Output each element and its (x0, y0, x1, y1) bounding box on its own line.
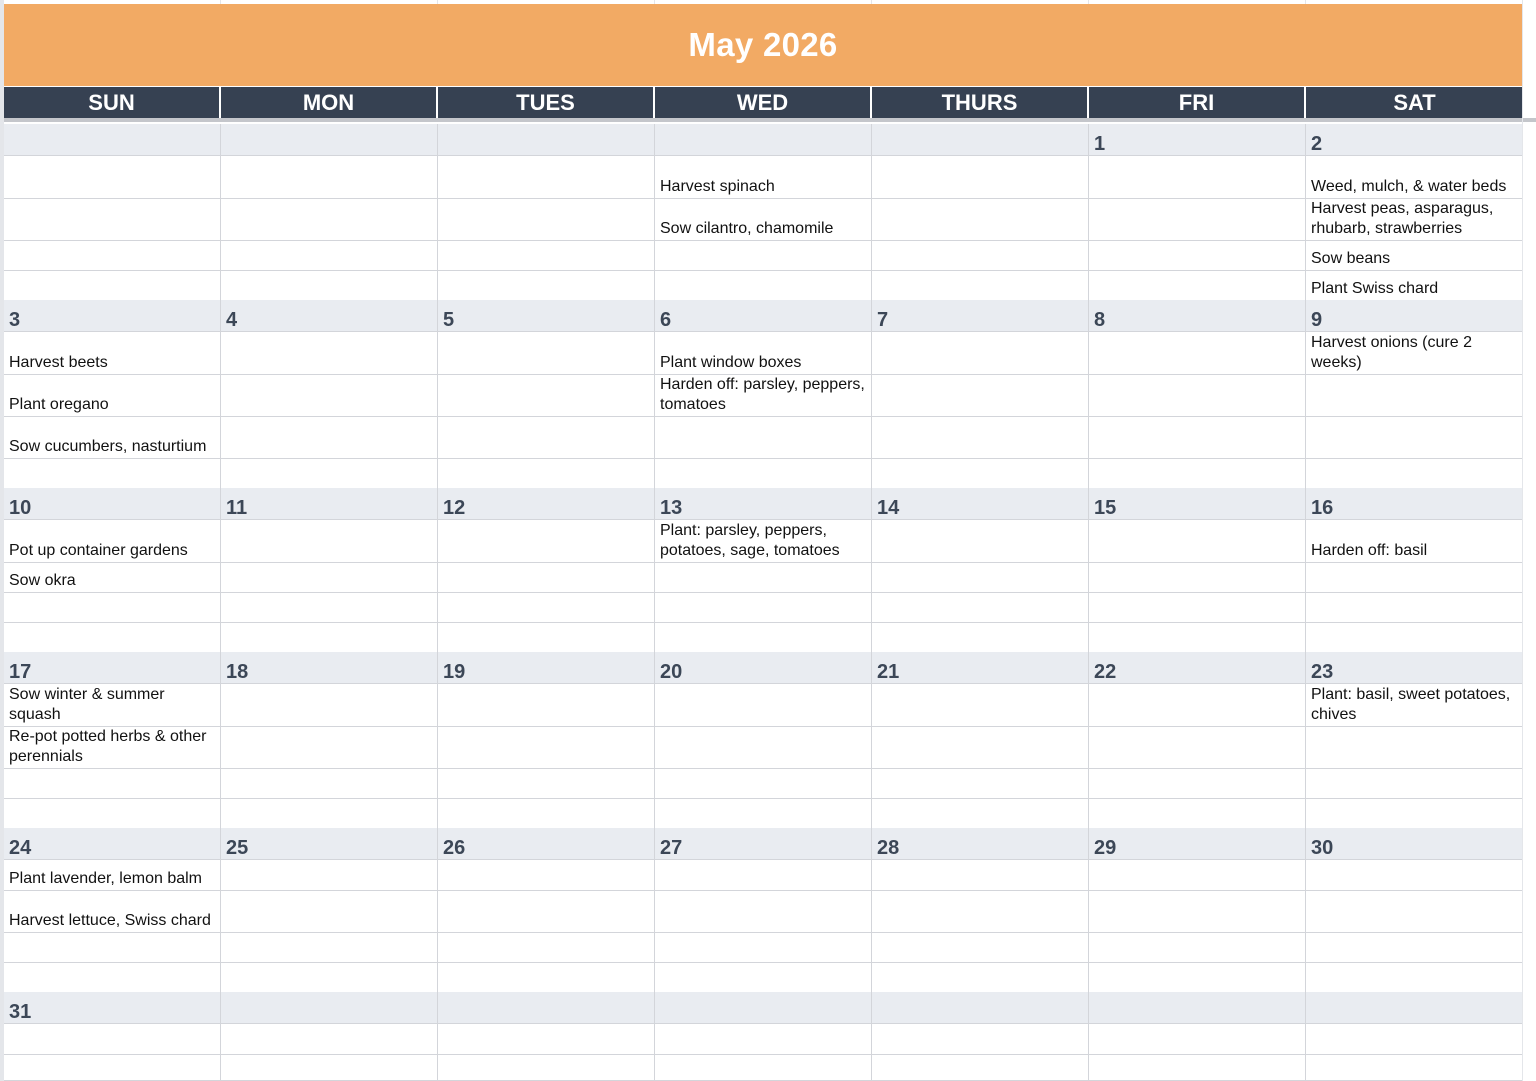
task-text: Plant window boxes (660, 354, 802, 371)
task-cell[interactable] (655, 962, 872, 993)
date-cell[interactable] (1306, 124, 1523, 156)
task-cell[interactable] (4, 890, 221, 933)
date-number: 21 (877, 661, 900, 683)
task-cell[interactable] (655, 240, 872, 271)
task-cell[interactable] (4, 156, 221, 199)
task-cell[interactable] (655, 332, 872, 375)
task-cell[interactable] (872, 962, 1089, 993)
task-cell[interactable] (1306, 798, 1523, 829)
gridline (220, 0, 221, 4)
task-cell[interactable] (1306, 332, 1523, 375)
task-cell[interactable] (438, 270, 655, 301)
task-cell[interactable] (1306, 890, 1523, 933)
task-cell[interactable] (1306, 860, 1523, 891)
date-cell[interactable] (221, 488, 438, 520)
task-cell[interactable] (4, 932, 221, 963)
task-cell[interactable] (438, 520, 655, 563)
task-cell[interactable] (4, 240, 221, 271)
task-cell[interactable] (4, 332, 221, 375)
weekday-header-tues[interactable]: TUES (438, 87, 655, 118)
date-cell[interactable] (872, 488, 1089, 520)
task-cell[interactable] (1306, 458, 1523, 489)
task-cell[interactable] (1306, 198, 1523, 241)
date-cell[interactable] (221, 652, 438, 684)
date-cell[interactable] (4, 828, 221, 860)
task-cell[interactable] (438, 932, 655, 963)
task-cell[interactable] (221, 198, 438, 241)
task-cell[interactable] (438, 860, 655, 891)
task-cell[interactable] (221, 684, 438, 727)
task-cell[interactable] (872, 416, 1089, 459)
date-cell[interactable] (872, 828, 1089, 860)
task-cell[interactable] (221, 562, 438, 593)
task-cell[interactable] (655, 768, 872, 799)
task-cell[interactable] (221, 332, 438, 375)
task-cell[interactable] (1089, 1054, 1306, 1081)
date-number: 18 (226, 661, 249, 683)
date-number: 22 (1094, 661, 1117, 683)
task-cell[interactable] (221, 798, 438, 829)
task-cell[interactable] (1089, 1024, 1306, 1055)
task-cell[interactable] (221, 270, 438, 301)
frozen-rows-divider[interactable] (0, 118, 1536, 122)
date-number: 9 (1311, 309, 1323, 331)
task-cell[interactable] (4, 270, 221, 301)
date-cell[interactable] (438, 828, 655, 860)
task-cell[interactable] (1089, 768, 1306, 799)
task-cell[interactable] (1089, 520, 1306, 563)
gridline (1522, 0, 1523, 1081)
date-cell[interactable] (872, 652, 1089, 684)
task-text: Plant oregano (9, 396, 109, 413)
task-cell[interactable] (221, 592, 438, 623)
date-cell[interactable] (1089, 828, 1306, 860)
date-cell[interactable] (655, 488, 872, 520)
task-cell[interactable] (655, 592, 872, 623)
date-cell[interactable] (872, 300, 1089, 332)
date-cell[interactable] (4, 488, 221, 520)
task-cell[interactable] (438, 416, 655, 459)
task-cell[interactable] (655, 458, 872, 489)
task-cell[interactable] (1089, 562, 1306, 593)
date-number: 31 (9, 1001, 32, 1023)
task-cell[interactable] (872, 240, 1089, 271)
task-cell[interactable] (4, 1024, 221, 1055)
task-cell[interactable] (4, 416, 221, 459)
date-cell[interactable] (1089, 992, 1306, 1024)
title-bar[interactable] (4, 4, 1522, 86)
task-cell[interactable] (655, 622, 872, 653)
task-cell[interactable] (221, 962, 438, 993)
date-cell[interactable] (438, 652, 655, 684)
date-cell[interactable] (1306, 828, 1523, 860)
task-cell[interactable] (1089, 156, 1306, 199)
task-cell[interactable] (872, 684, 1089, 727)
date-number: 14 (877, 497, 900, 519)
date-number: 16 (1311, 497, 1334, 519)
task-cell[interactable] (872, 458, 1089, 489)
date-cell[interactable] (438, 124, 655, 156)
date-number: 11 (226, 497, 248, 519)
task-text: Harden off: parsley, peppers, tomatoes (660, 376, 865, 413)
calendar-title: May 2026 (688, 26, 838, 63)
weekday-header-fri[interactable]: FRI (1089, 87, 1306, 118)
date-number: 20 (660, 661, 683, 683)
task-cell[interactable] (1306, 962, 1523, 993)
weekday-header-sat[interactable]: SAT (1393, 89, 1436, 115)
task-cell[interactable] (438, 332, 655, 375)
task-cell[interactable] (872, 374, 1089, 417)
date-number: 25 (226, 837, 249, 859)
date-cell[interactable] (221, 992, 438, 1024)
task-text: Sow okra (9, 572, 76, 589)
task-cell[interactable] (438, 622, 655, 653)
task-cell[interactable] (438, 1054, 655, 1081)
date-number: 24 (9, 837, 32, 859)
task-cell[interactable] (1306, 622, 1523, 653)
date-cell[interactable] (655, 124, 872, 156)
task-cell[interactable] (655, 726, 872, 769)
date-number: 17 (9, 661, 32, 683)
date-cell[interactable] (1306, 652, 1523, 684)
task-cell[interactable] (872, 270, 1089, 301)
task-cell[interactable] (1306, 156, 1523, 199)
task-cell[interactable] (655, 860, 872, 891)
task-cell[interactable] (655, 562, 872, 593)
date-number: 12 (443, 497, 466, 519)
task-text: Weed, mulch, & water beds (1311, 178, 1507, 195)
task-cell[interactable] (1089, 622, 1306, 653)
task-cell[interactable] (1306, 270, 1523, 301)
task-cell[interactable] (655, 890, 872, 933)
task-cell[interactable] (438, 962, 655, 993)
task-cell[interactable] (655, 1054, 872, 1081)
task-cell[interactable] (1306, 1054, 1523, 1081)
date-cell[interactable] (221, 300, 438, 332)
date-cell[interactable] (438, 992, 655, 1024)
date-cell[interactable] (1306, 300, 1523, 332)
task-cell[interactable] (221, 156, 438, 199)
gridline (1305, 0, 1306, 4)
task-cell[interactable] (655, 1024, 872, 1055)
date-cell[interactable] (4, 652, 221, 684)
task-text: Harvest onions (cure 2 weeks) (1311, 334, 1472, 371)
date-number: 27 (660, 837, 683, 859)
task-text: Plant: basil, sweet potatoes, chives (1311, 686, 1511, 723)
date-cell[interactable] (1089, 652, 1306, 684)
weekday-header-wed[interactable]: WED (655, 87, 872, 118)
task-cell[interactable] (872, 562, 1089, 593)
task-cell[interactable] (1089, 240, 1306, 271)
task-cell[interactable] (221, 374, 438, 417)
task-cell[interactable] (1089, 860, 1306, 891)
task-cell[interactable] (1089, 416, 1306, 459)
gridline (871, 0, 872, 4)
task-cell[interactable] (1306, 1024, 1523, 1055)
gridline (654, 0, 655, 4)
date-cell[interactable] (221, 124, 438, 156)
task-text: Pot up container gardens (9, 542, 188, 559)
task-cell[interactable] (438, 374, 655, 417)
task-cell[interactable] (655, 270, 872, 301)
task-text: Sow cilantro, chamomile (660, 220, 834, 237)
task-cell[interactable] (872, 932, 1089, 963)
date-cell[interactable] (655, 300, 872, 332)
task-text: Re-pot potted herbs & other perennials (9, 728, 207, 765)
task-cell[interactable] (1089, 374, 1306, 417)
gridline (0, 0, 4, 1081)
task-cell[interactable] (438, 156, 655, 199)
task-cell[interactable] (221, 860, 438, 891)
date-cell[interactable] (1306, 992, 1523, 1024)
task-cell[interactable] (438, 198, 655, 241)
task-cell[interactable] (438, 684, 655, 727)
task-text: Harvest lettuce, Swiss chard (9, 912, 211, 929)
task-cell[interactable] (1089, 962, 1306, 993)
date-number: 2 (1311, 133, 1323, 155)
task-text: Harvest beets (9, 354, 108, 371)
task-text: Harden off: basil (1311, 542, 1428, 559)
date-number: 13 (660, 497, 683, 519)
task-cell[interactable] (1306, 520, 1523, 563)
date-number: 30 (1311, 837, 1334, 859)
task-cell[interactable] (655, 374, 872, 417)
task-cell[interactable] (1089, 684, 1306, 727)
date-cell[interactable] (1089, 300, 1306, 332)
task-cell[interactable] (221, 726, 438, 769)
task-text: Plant Swiss chard (1311, 280, 1439, 297)
date-number: 5 (443, 309, 455, 331)
task-cell[interactable] (438, 240, 655, 271)
task-cell[interactable] (872, 332, 1089, 375)
task-cell[interactable] (1089, 932, 1306, 963)
task-cell[interactable] (655, 932, 872, 963)
task-cell[interactable] (872, 622, 1089, 653)
task-cell[interactable] (872, 156, 1089, 199)
gridline (437, 0, 438, 4)
task-cell[interactable] (872, 726, 1089, 769)
task-cell[interactable] (872, 860, 1089, 891)
task-cell[interactable] (1089, 592, 1306, 623)
date-number: 29 (1094, 837, 1117, 859)
task-cell[interactable] (872, 1054, 1089, 1081)
date-number: 6 (660, 309, 672, 331)
date-number: 4 (226, 309, 238, 331)
task-cell[interactable] (221, 768, 438, 799)
task-cell[interactable] (1089, 726, 1306, 769)
date-cell[interactable] (872, 124, 1089, 156)
date-number: 15 (1094, 497, 1117, 519)
date-number: 1 (1094, 133, 1106, 155)
task-cell[interactable] (4, 198, 221, 241)
task-cell[interactable] (4, 374, 221, 417)
gridline (1088, 0, 1089, 4)
task-cell[interactable] (221, 458, 438, 489)
task-cell[interactable] (4, 798, 221, 829)
weekday-header-row (4, 87, 1522, 118)
task-cell[interactable] (438, 890, 655, 933)
task-cell[interactable] (1089, 198, 1306, 241)
weekday-header-sun[interactable]: SUN (4, 87, 221, 118)
task-cell[interactable] (4, 726, 221, 769)
task-cell[interactable] (872, 798, 1089, 829)
task-cell[interactable] (4, 768, 221, 799)
task-cell[interactable] (1306, 240, 1523, 271)
task-cell[interactable] (438, 592, 655, 623)
task-cell[interactable] (438, 562, 655, 593)
task-cell[interactable] (1306, 726, 1523, 769)
task-cell[interactable] (4, 458, 221, 489)
task-cell[interactable] (4, 622, 221, 653)
task-cell[interactable] (872, 768, 1089, 799)
task-cell[interactable] (221, 932, 438, 963)
task-cell[interactable] (4, 562, 221, 593)
date-cell[interactable] (1089, 488, 1306, 520)
task-cell[interactable] (1306, 932, 1523, 963)
task-cell[interactable] (655, 684, 872, 727)
date-number: 7 (877, 309, 889, 331)
task-cell[interactable] (1089, 270, 1306, 301)
task-text: Sow beans (1311, 250, 1391, 267)
date-number: 10 (9, 497, 32, 519)
date-number: 26 (443, 837, 466, 859)
task-cell[interactable] (655, 798, 872, 829)
date-cell[interactable] (655, 992, 872, 1024)
task-cell[interactable] (872, 1024, 1089, 1055)
task-text: Plant lavender, lemon balm (9, 870, 202, 887)
task-cell[interactable] (872, 198, 1089, 241)
date-cell[interactable] (1089, 124, 1306, 156)
task-cell[interactable] (1306, 416, 1523, 459)
task-cell[interactable] (438, 1024, 655, 1055)
task-cell[interactable] (872, 520, 1089, 563)
task-text: Plant: parsley, peppers, potatoes, sage, tomatoes (660, 522, 840, 559)
task-cell[interactable] (655, 198, 872, 241)
date-cell[interactable] (221, 828, 438, 860)
date-number: 8 (1094, 309, 1106, 331)
weekday-header-thurs[interactable]: THURS (872, 87, 1089, 118)
task-cell[interactable] (1089, 458, 1306, 489)
task-text: Harvest peas, asparagus, rhubarb, strawberries (1311, 200, 1494, 237)
date-cell[interactable] (655, 652, 872, 684)
date-number: 19 (443, 661, 466, 683)
task-cell[interactable] (221, 1024, 438, 1055)
date-cell[interactable] (438, 488, 655, 520)
task-cell[interactable] (1306, 684, 1523, 727)
date-number: 23 (1311, 661, 1334, 683)
task-cell[interactable] (438, 458, 655, 489)
task-cell[interactable] (221, 890, 438, 933)
task-cell[interactable] (438, 798, 655, 829)
task-cell[interactable] (221, 520, 438, 563)
date-cell[interactable] (4, 992, 221, 1024)
task-cell[interactable] (1306, 374, 1523, 417)
date-cell[interactable] (1306, 488, 1523, 520)
task-cell[interactable] (1089, 890, 1306, 933)
task-cell[interactable] (221, 1054, 438, 1081)
task-cell[interactable] (4, 962, 221, 993)
date-cell[interactable] (438, 300, 655, 332)
date-cell[interactable] (4, 300, 221, 332)
task-cell[interactable] (4, 520, 221, 563)
task-cell[interactable] (655, 520, 872, 563)
date-number: 3 (9, 309, 21, 331)
task-cell[interactable] (4, 860, 221, 891)
task-cell[interactable] (1089, 332, 1306, 375)
task-text: Harvest spinach (660, 178, 775, 195)
task-cell[interactable] (4, 684, 221, 727)
task-text: Sow cucumbers, nasturtium (9, 438, 207, 455)
date-cell[interactable] (872, 992, 1089, 1024)
task-cell[interactable] (438, 768, 655, 799)
task-cell[interactable] (4, 1054, 221, 1081)
task-cell[interactable] (221, 622, 438, 653)
task-cell[interactable] (221, 240, 438, 271)
task-cell[interactable] (1306, 768, 1523, 799)
weekday-header-mon[interactable]: MON (221, 87, 438, 118)
date-number: 28 (877, 837, 900, 859)
task-cell[interactable] (1306, 562, 1523, 593)
task-cell[interactable] (655, 156, 872, 199)
task-cell[interactable] (1089, 798, 1306, 829)
task-cell[interactable] (438, 726, 655, 769)
task-text: Sow winter & summer squash (9, 686, 165, 723)
task-cell[interactable] (4, 592, 221, 623)
task-cell[interactable] (1306, 592, 1523, 623)
date-cell[interactable] (655, 828, 872, 860)
task-cell[interactable] (655, 416, 872, 459)
task-cell[interactable] (221, 416, 438, 459)
date-cell[interactable] (4, 124, 221, 156)
task-cell[interactable] (872, 890, 1089, 933)
task-cell[interactable] (872, 592, 1089, 623)
